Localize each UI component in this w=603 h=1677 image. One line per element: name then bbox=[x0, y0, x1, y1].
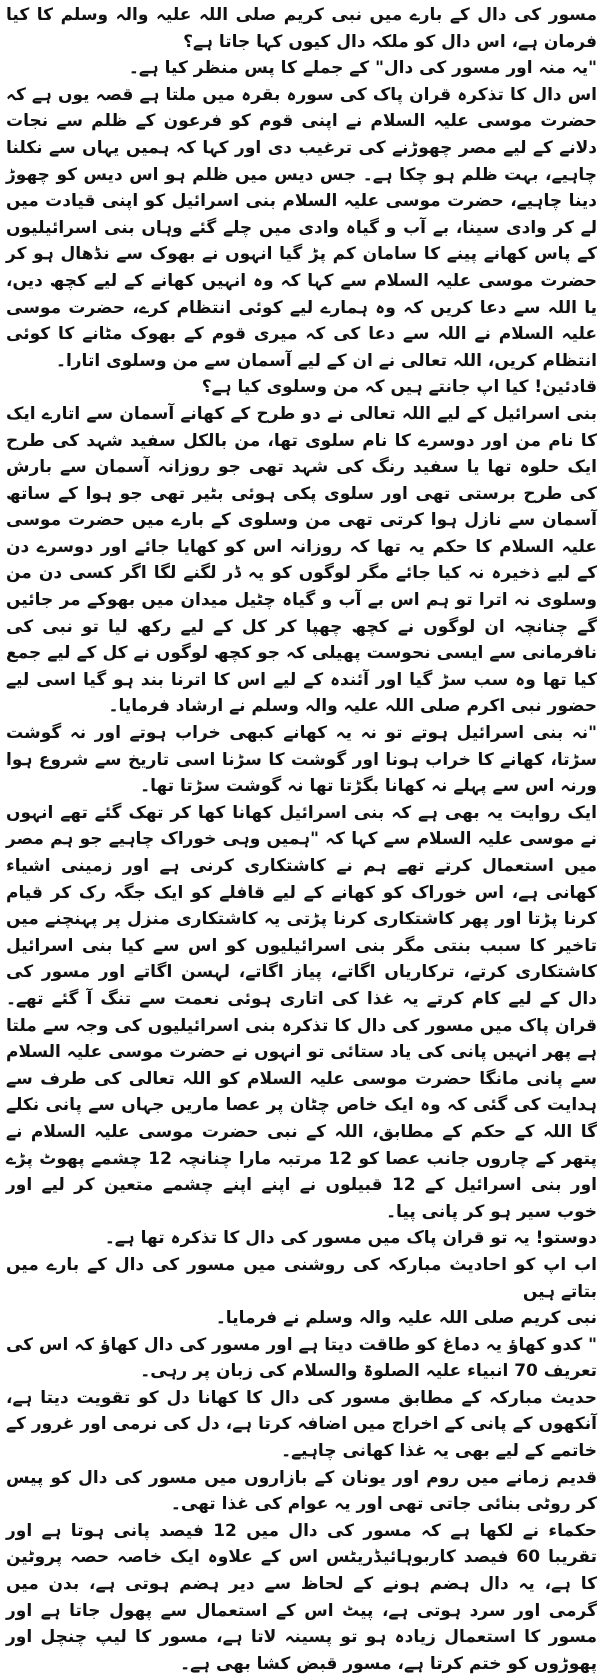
quran-story-paragraph: اس دال کا تذکرہ قران پاک کی سورہ بقرہ میں ملتا ہے قصہ یوں ہے کہ حضرت موسی علیہ السلام نے اپنی قوم کو فرعون کے ظلم سے نجات دلانے کے لیے مصر چھوڑنے کی ترغیب دی اور کہا کہ ہمیں یہاں سے نکلنا چاہیے، بہت ظلم ہو چکا ہے۔ جس دیس میں ظلم ہو اس دیس کو چھوڑ دینا چاہیے، حضرت موسی علیہ السلام بنی اسرائیل کو اپنی قیادت میں لے کر وادی سینا، بے آب و گیاہ وادی میں چلے گئے وہاں بنی اسرائیلیوں کے پاس کھانے پینے کا سامان کم پڑ گیا انہوں نے بھوک سے نڈھال ہو کر حضرت موسی علیہ السلام سے کہا کہ وہ انہیں کھانے کے لیے کچھ دیں، یا اللہ سے دعا کریں کہ وہ ہمارے لیے کوئی انتظام کرے، حضرت موسی علیہ السلام نے اللہ سے دعا کی کہ میری قوم کے بھوک مٹانے کا کوئی انتظام کریں، اللہ تعالی نے ان کے لیے آسمان سے من وسلوی اتارا۔ bbox=[6, 84, 597, 371]
question-heading: مسور کی دال کے بارے میں نبی کریم صلی اللہ علیہ والہ وسلم کا کیا فرمان ہے، اس دال کو ملکہ دال کیوں کہا جاتا ہے؟ bbox=[6, 5, 597, 52]
mann-salwa-paragraph: بنی اسرائیل کے لیے اللہ تعالی نے دو طرح کے کھانے آسمان سے اتارے ایک کا نام من اور دوسرے کا نام سلوی تھا، من بالکل سفید شہد کی طرح ایک حلوہ تھا یا سفید رنگ کی شہد تھی جو روزانہ آسمان سے بارش کی طرح برستی تھی اور سلوی پکی ہوئی بٹیر تھی جو ہوا کے ساتھ آسمان سے نازل ہوا کرتی تھی من وسلوی کے بارے میں حضرت موسی علیہ السلام کا حکم یہ تھا کہ روزانہ اس کو کھایا جائے اور دوسرے دن کے لیے ذخیرہ نہ کیا جائے مگر لوگوں کو یہ ڈر لگنے لگا اگر کسی دن من وسلوی نہ اترا تو ہم اس بے آب و گیاہ چٹیل میدان میں بھوکے مر جائیں گے چنانچہ ان لوگوں نے کچھ چھپا کر کل کے لیے رکھ لیا تو نبی کی نافرمانی سے ایسی نحوست پھیلی کہ جو کچھ لوگوں نے کل کے لیے جمع کیا تھا وہ سب سڑ گیا اور آئندہ کے لیے اس کا اترنا بند ہو گیا اسی لیے حضور نبی اکرم صلی اللہ علیہ والہ وسلم نے ارشاد فرمایا۔ bbox=[6, 403, 597, 717]
pumpkin-lentil-hadith: " کدو کھاؤ یہ دماغ کو طاقت دیتا ہے اور مسور کی دال کھاؤ کہ اس کی تعریف 70 انبیاء علیہ الصلوۃ والسلام کی زبان پر رہی۔ bbox=[5, 1334, 597, 1382]
rome-greece-paragraph: قدیم زمانے میں روم اور یونان کے بازاروں میں مسور کی دال کو پیس کر روٹی بنائی جاتی تھی اور یہ عوام کی غذا تھی۔ bbox=[6, 1467, 597, 1515]
idiom-question: "یہ منہ اور مسور کی دال" کے جملے کا پس منظر کیا ہے۔ bbox=[128, 58, 597, 79]
prophet-said-line: نبی کریم صلی اللہ علیہ والہ وسلم نے فرمایا۔ bbox=[215, 1308, 597, 1329]
reader-question: قادئین! کیا اپ جانتے ہیں کہ من وسلوی کیا ہے؟ bbox=[201, 377, 597, 398]
narration-paragraph: ایک روایت یہ بھی ہے کہ بنی اسرائیل کھانا کھا کر تھک گئے تھے انہوں نے موسی علیہ السلام سے کہا کہ "ہمیں وہی خوراک چاہیے جو ہم مصر میں استعمال کرتے تھے ہم نے کاشتکاری کرنی ہے اور زمینی اشیاء کھانی ہے، اس خوراک کو کھانے کے لیے قافلے کو ایک جگہ رک کر قیام کرنا پڑتا اور پھر کاشتکاری کرنا پڑتی یہ کاشتکاری منزل پر پہنچنے میں تاخیر کا سبب بنتی مگر بنی اسرائیلیوں کو اس سے کیا بنی اسرائیل کاشتکاری کرتے، ترکاریاں اگاتے، پیاز اگاتے، لہسن اگاتے اور مسور کی دال کے لیے کام کرتے یہ غذا کی اتاری ہوئی نعمت سے تنگ آ گئے تھے۔ قران پاک میں مسور کی دال کا تذکرہ بنی اسرائیلیوں کی وجہ سے ملتا ہے پھر انہیں پانی کی یاد ستائی تو انہوں نے حضرت موسی علیہ السلام سے پانی مانگا حضرت موسی علیہ السلام کو اللہ تعالی کی طرف سے ہدایت کی گئی کہ وہ ایک خاص چٹان پر عصا ماریں جہاں سے پانی نکلے گا اللہ کے حکم کے مطابق، اللہ کے نبی حضرت موسی علیہ السلام نے پتھر کے چاروں جانب عصا کو 12 مرتبہ مارا چنانچہ 12 چشمے پھوٹ پڑے اور بنی اسرائیل کے 12 قبیلوں نے اپنے اپنے چشمے متعین کر لیے اور خوب سیر ہو کر پانی پیا۔ bbox=[6, 802, 597, 1222]
nutrition-paragraph: حکماء نے لکھا ہے کہ مسور کی دال میں 12 فیصد پانی ہوتا ہے اور تقریبا 60 فیصد کاربوہائیڈریٹس اس کے علاوہ ایک خاصہ حصہ پروٹین کا ہے، یہ دال ہضم ہونے کے لحاظ سے دیر ہضم ہوتی ہے، بدن میں گرمی اور سرد ہوتی ہے، پیٹ اس کے استعمال سے پھول جاتا ہے اور مسور کا استعمال زیادہ ہو تو پسینہ لاتا ہے، مسور کا لیپ چنچل اور پھوڑوں کو ختم کرتا ہے، مسور قبض کشا بھی ہے۔ bbox=[6, 1520, 597, 1674]
friends-line: دوستو! یہ تو قران پاک میں مسور کی دال کا تذکرہ تھا ہے۔ bbox=[104, 1228, 597, 1249]
hadith-benefits-paragraph: حدیث مبارکہ کے مطابق مسور کی دال کا کھانا دل کو تقویت دیتا ہے، آنکھوں کے پانی کے اخراج میں اضافہ کرتا ہے، دل کی نرمی اور غرور کے خاتمے کے لیے بھی یہ غذا کھانی چاہیے۔ bbox=[6, 1387, 597, 1462]
hadith-quote-food: "نہ بنی اسرائیل ہوتے تو نہ یہ کھانے کبھی خراب ہوتے اور نہ گوشت سڑتا، کھانے کا خراب ہونا اور گوشت کا سڑنا اسی تاریخ سے شروع ہوا ورنہ اس سے پہلے نہ کھانا بگڑتا تھا نہ گوشت سڑتا تھا۔ bbox=[6, 723, 597, 797]
hadith-intro-line: اب اپ کو احادیث مبارکہ کی روشنی میں مسور کی دال کے بارے میں بتاتے ہیں bbox=[6, 1254, 597, 1302]
